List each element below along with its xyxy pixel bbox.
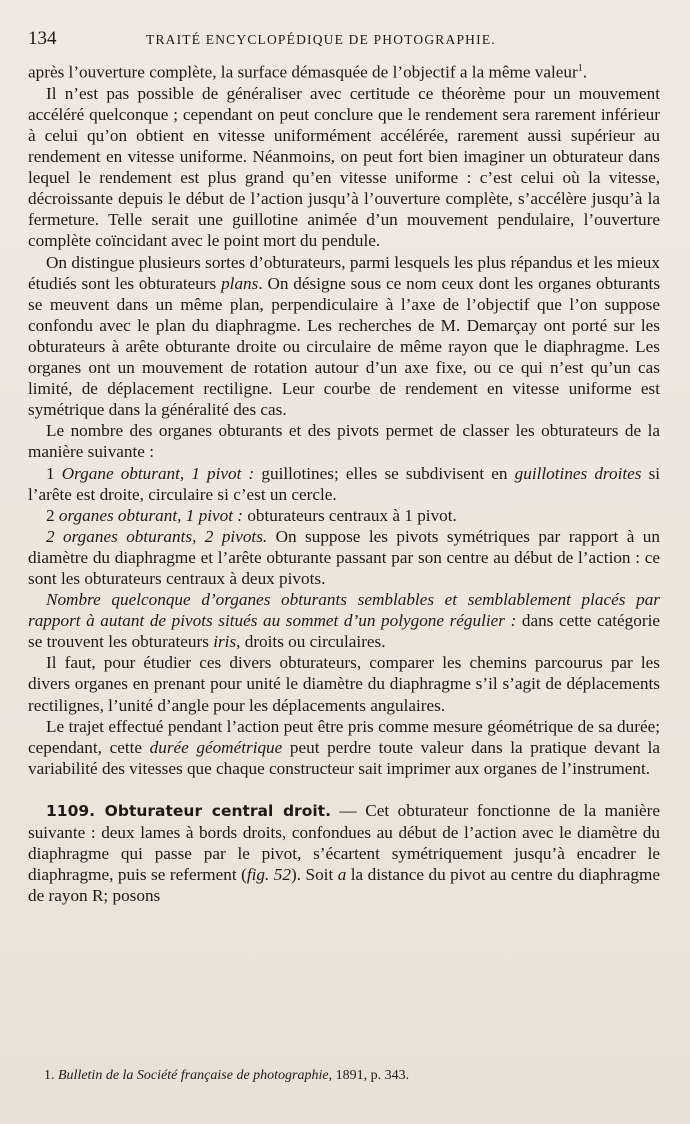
section-title: 1109. Obturateur central droit.: [46, 801, 331, 820]
list-item-2: 2 organes obturant, 1 pivot : obturateurs centraux à 1 pivot.: [46, 505, 457, 525]
list-item-1: 1 Organe obturant, 1 pivot : guillotines; elles se subdivisent en guillotines droites si l’arête est droite, circulaire si c’est un cercle.: [28, 463, 661, 504]
paragraph-1: après l’ouverture complète, la surface démasquée de l’objectif a la même valeur$^1$.: [28, 62, 588, 82]
running-title: TRAITÉ ENCYCLOPÉDIQUE DE PHOTOGRAPHIE.: [146, 32, 496, 47]
section-1109: 1109. Obturateur central droit. — Cet obturateur fonctionne de la manière suivante : deux lames à bords droits, confondues au début de l’action avec le diamètre du diaphragme qui passe par le pivot, s’écartent symétriquement jusqu’à encadrer le diaphragme, puis se referment (fig. 52). Soit a la distance du pivot au centre du diaphragme de rayon R; posons: [28, 800, 660, 906]
footnote-source: Bulletin de la Société française de photographie: [58, 1068, 329, 1083]
page-number: 134: [28, 28, 57, 49]
paragraph-6: Le trajet effectué pendant l’action peut être pris comme mesure géométrique de sa durée; cependant, cette durée géométrique peut perdre toute valeur dans la pratique devant la variabilité des vitesses que chaque constructeur sait imprimer aux organes de l’instrument.: [28, 716, 660, 778]
footnote-ref: 1: [577, 63, 583, 74]
figure-ref: fig. 52: [246, 865, 291, 885]
footnote: 1. Bulletin de la Société française de photographie, 1891, p. 343.: [44, 1068, 410, 1083]
running-head: [28, 28, 660, 58]
body-text: [28, 58, 660, 906]
list-item-4: Nombre quelconque d’organes obturants semblables et semblablement placés par rapport à autant de pivots situés au sommet d’un polygone régulier : dans cette catégorie se trouvent les obturateurs iris, droits ou circulaires.: [28, 590, 660, 652]
paragraph-5: Il faut, pour étudier ces divers obturateurs, comparer les chemins parcourus par les divers organes en prenant pour unité le diamètre du diaphragme s’il s’agit de déplacements rectilignes, l’unité d’angle pour les déplacements angulaires.: [28, 653, 660, 715]
paragraph-4: Le nombre des organes obturants et des pivots permet de classer les obturateurs de la manière suivante :: [28, 421, 660, 462]
list-item-3: 2 organes obturants, 2 pivots. On suppose les pivots symétriques par rapport à un diamètre du diaphragme et l’arête obturante passant par son centre au début de l’action : ce sont les obturateurs centraux à deux pivots.: [28, 526, 660, 588]
paragraph-2: Il n’est pas possible de généraliser avec certitude ce théorème pour un mouvement accéléré quelconque ; cependant on peut conclure que le rendement sera rarement inférieur à celui qu’on obtient en vitesse uniformément accélérée, rarement aussi supérieur au rendement en vitesse uniforme. Néanmoins, on peut fort bien imaginer un obturateur dans lequel le rendement est plus grand qu’en vitesse uniforme : c’est celui où la vitesse, décroissante depuis le début de l’action jusqu’à l’ouverture complète, s’accélère jusqu’à la fermeture. Telle serait une guillotine animée d’un mouvement pendulaire, l’ouverture complète coïncidant avec le point mort du pendule.: [28, 83, 660, 251]
paragraph-3: On distingue plusieurs sortes d’obturateurs, parmi lesquels les plus répandus et les mieux étudiés sont les obturateurs plans. On désigne sous ce nom ceux dont les organes obturants se meuvent dans un même plan, perpendiculaire à l’axe de l’objectif que l’on suppose confondu avec le plan du diaphragme. Les recherches de M. Demarçay ont porté sur les obturateurs à arête obturante droite ou circulaire de même rayon que le diaphragme. Les organes ont un mouvement de rotation autour d’un axe fixe, ou ce qui n’est qu’un cas limité, de déplacement rectiligne. Leur courbe de rendement en vitesse uniforme est symétrique dans la généralité des cas.: [28, 252, 661, 420]
